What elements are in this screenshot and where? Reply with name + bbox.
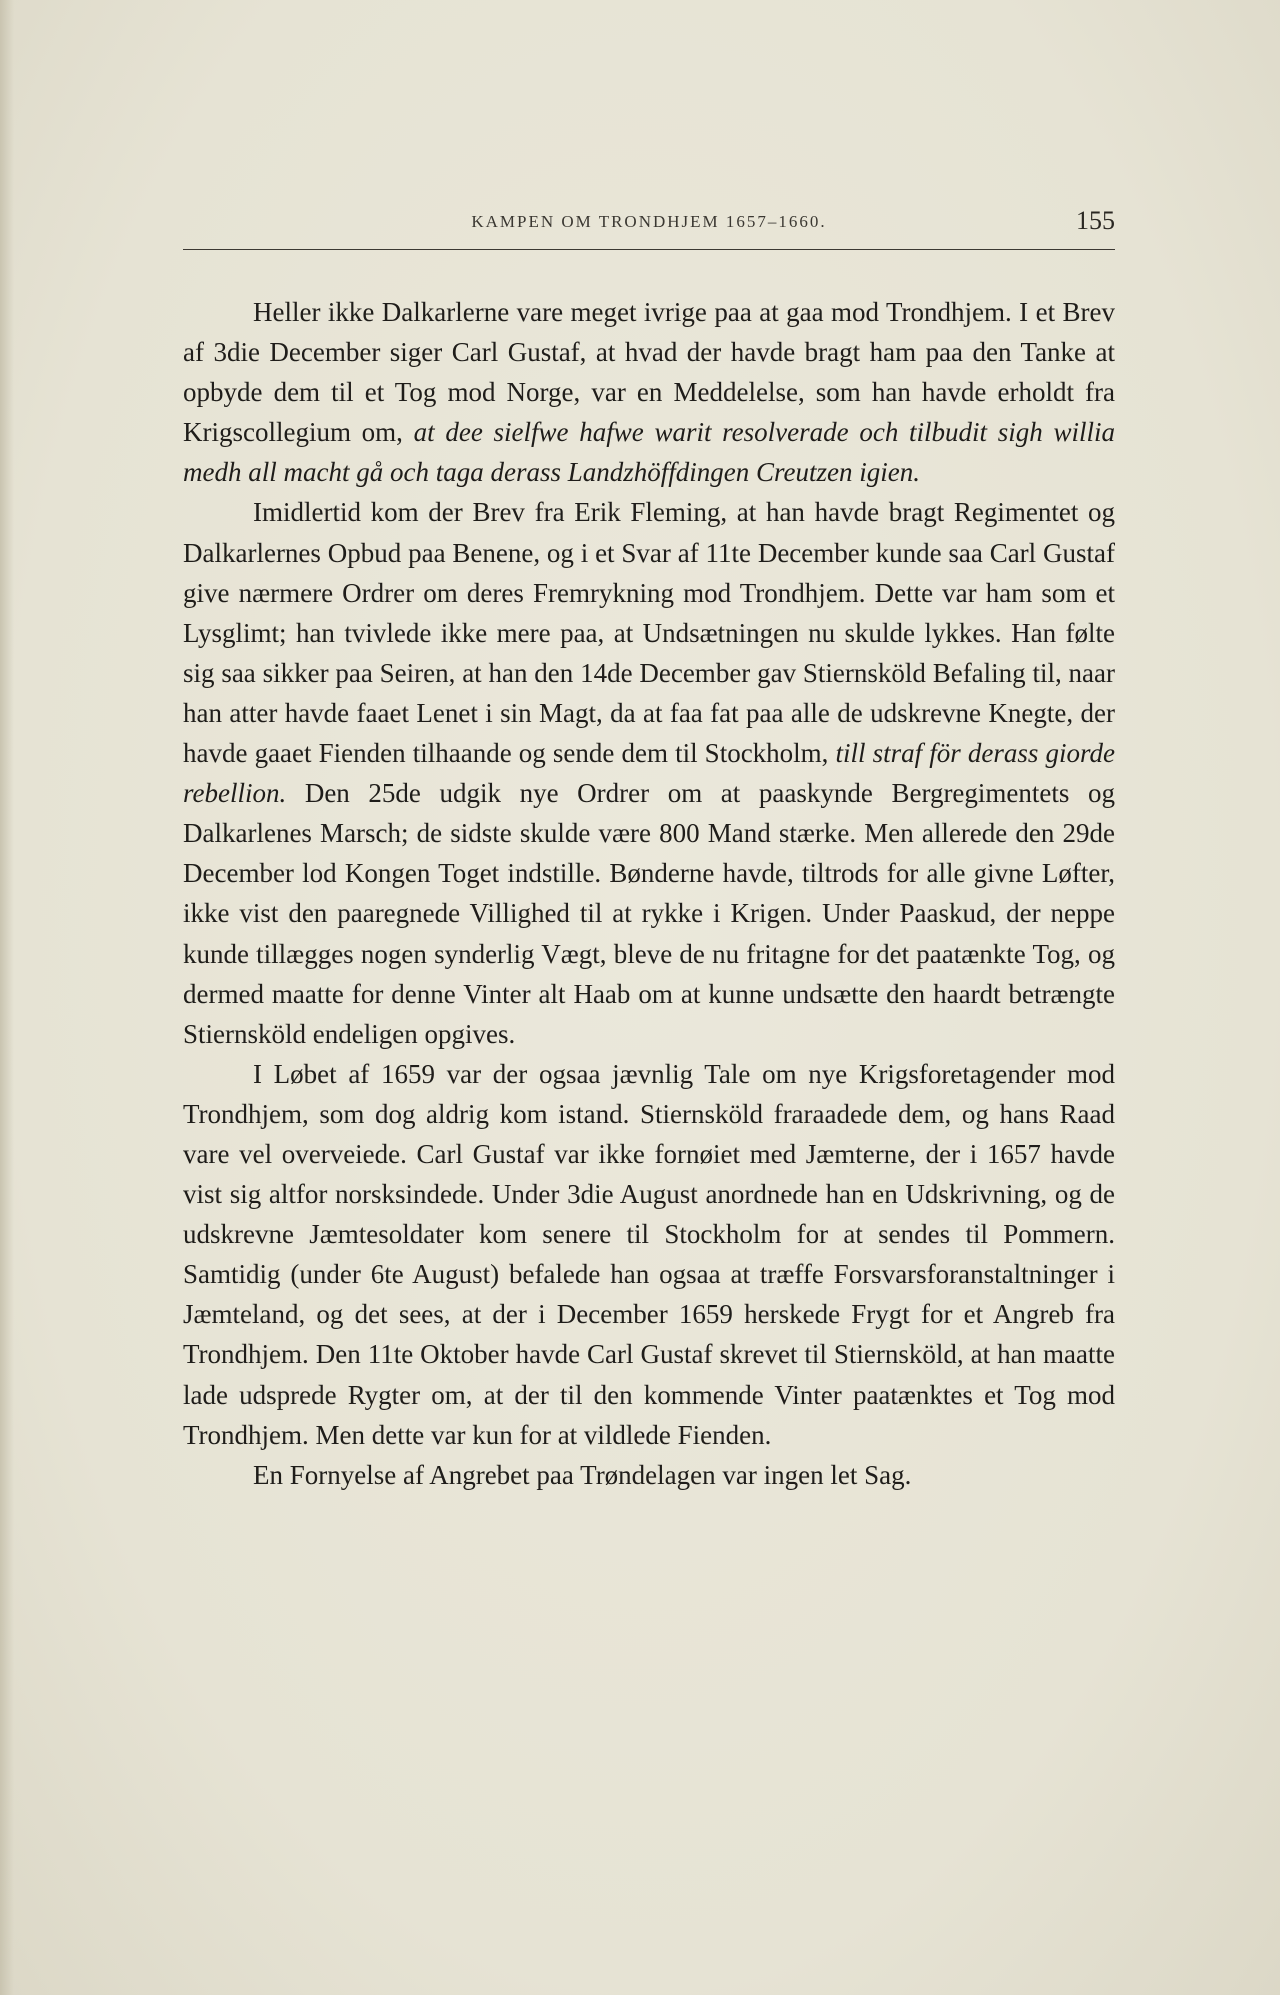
swedish-quote: at dee sielfwe hafwe warit resolverade och tilbudit sigh willia medh all macht gå och taga derass Landzhöffdingen Creutzen igien. — [183, 417, 1115, 488]
paragraph-3 — [183, 1054, 1115, 1455]
text-segment: Imidlertid kom der Brev fra Erik Fleming, at han havde bragt Regimentet og Dalkarlernes Opbud paa Benene, og i et Svar af 11te December kunde saa Carl Gustaf give nærmere Ordrer om deres Fremrykning mod Trondhjem. Dette var ham som et Lysglimt; han tvivlede ikke mere paa, at Undsætningen nu skulde lykkes. Han følte sig saa sikker paa Seiren, at han den 14de December gav Stiernsköld Befaling til, naar han atter havde faaet Lenet i sin Magt, da at faa fat paa alle de udskrevne Knegte, der havde gaaet Fienden tilhaande og sende dem til Stockholm, — [183, 497, 1115, 769]
running-title: KAMPEN OM TRONDHJEM 1657–1660. — [471, 212, 827, 231]
text-segment: I Løbet af 1659 var der ogsaa jævnlig Tale om nye Krigsforetagender mod Trondhjem, som dog aldrig kom istand. Stiernsköld fraraadede dem, og hans Raad vare vel overveiede. Carl Gustaf var ikke fornøiet med Jæmterne, der i 1657 havde vist sig altfor norsksindede. Under 3die August anordnede han en Udskrivning, og de udskrevne Jæmtesoldater kom senere til Stockholm for at sendes til Pommern. Samtidig (under 6te August) befalede han ogsaa at træffe Forsvarsforanstaltninger i Jæmteland, og det sees, at der i December 1659 herskede Frygt for et Angreb fra Trondhjem. Den 11te Oktober havde Carl Gustaf skrevet til Stiernsköld, at han maatte lade udsprede Rygter om, at der til den kommende Vinter paatænktes et Tog mod Trondhjem. Men dette var kun for at vildlede Fienden. — [183, 1058, 1115, 1450]
page-number: 155 — [1076, 206, 1115, 235]
paragraph-2 — [183, 492, 1115, 1053]
text-segment: En Fornyelse af Angrebet paa Trøndelagen var ingen let Sag. — [253, 1459, 912, 1490]
text-segment: Den 25de udgik nye Ordrer om at paaskynde Bergregimentets og Dalkarlenes Marsch; de sidste skulde være 800 Mand stærke. Men allerede den 29de December lod Kongen Toget indstille. Bønderne havde, tiltrods for alle givne Løfter, ikke vist den paaregnede Villighed til at rykke i Krigen. Under Paaskud, der neppe kunde tillægges nogen synderlig Vægt, bleve de nu fritagne for det paatænkte Tog, og dermed maatte for denne Vinter alt Haab om at kunne undsætte den haardt betrængte Stiernsköld endeligen opgives. — [183, 778, 1115, 1049]
paragraph-4 — [183, 1455, 1115, 1495]
header-rule — [183, 249, 1115, 250]
text-segment: Heller ikke Dalkarlerne vare meget ivrige paa at gaa mod Trondhjem. I et Brev af 3die December siger Carl Gustaf, at hvad der havde bragt ham paa den Tanke at opbyde dem til et Tog mod Norge, var en Meddelelse, som han havde erholdt fra Krigscollegium om, — [183, 297, 1115, 448]
page-edge-shadow — [0, 0, 14, 1995]
running-head — [183, 206, 1115, 246]
paragraph-1 — [183, 292, 1115, 492]
swedish-quote: till straf för derass giorde rebellion. — [183, 738, 1115, 809]
body-text — [183, 292, 1115, 1495]
